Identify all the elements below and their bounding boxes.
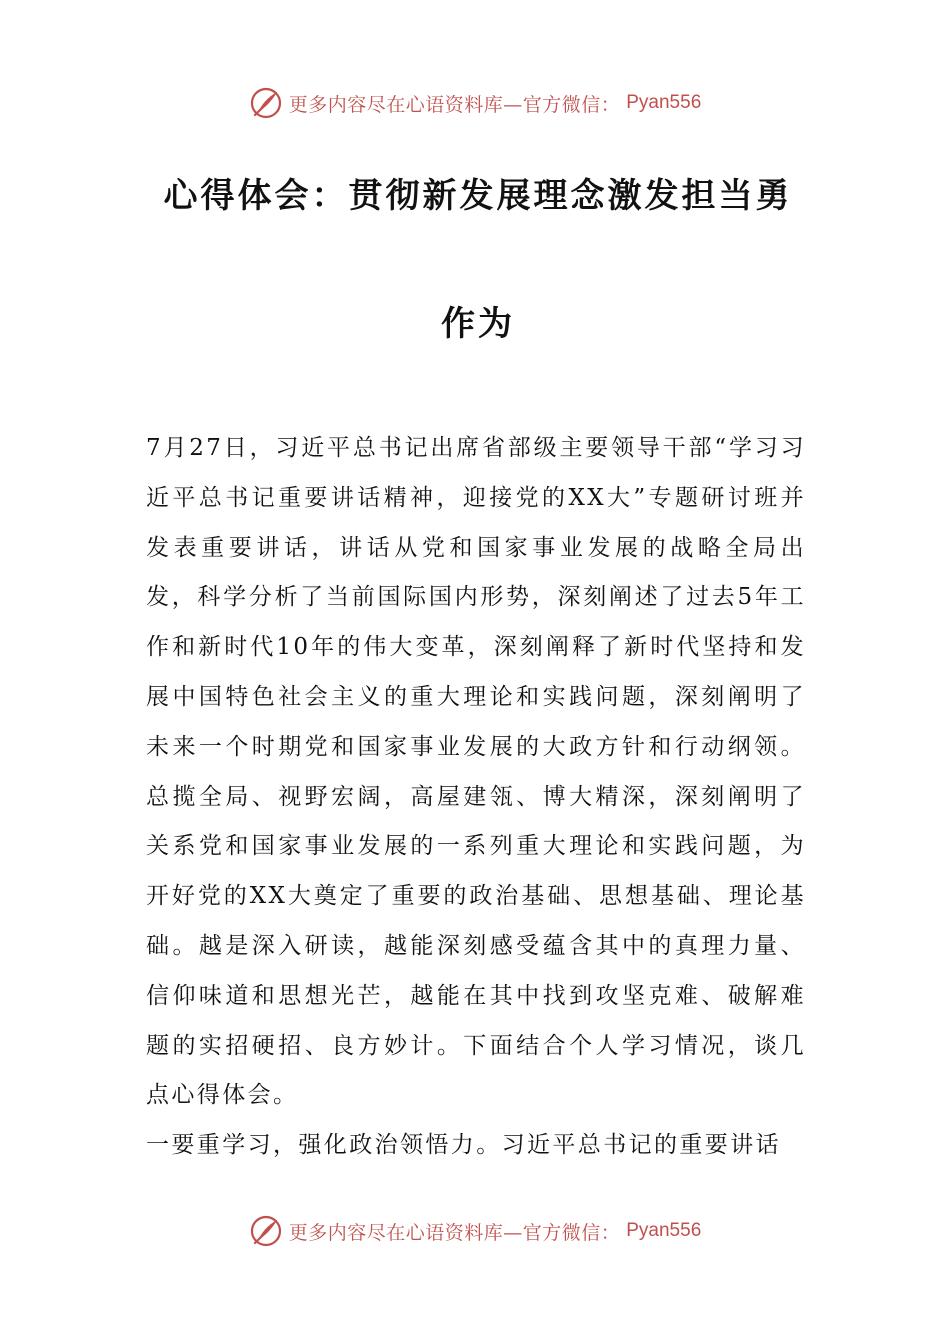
watermark-text: 更多内容尽在心语资料库—官方微信： xyxy=(288,1221,621,1244)
feather-pen-logo-icon xyxy=(249,86,283,120)
feather-pen-logo-icon xyxy=(249,1214,283,1248)
document-body xyxy=(146,424,806,1171)
watermark-account: Pyan556 xyxy=(626,92,702,113)
document-title: 心得体会：贯彻新发展理念激发担当勇作为 xyxy=(163,176,793,344)
watermark-account: Pyan556 xyxy=(626,1220,702,1241)
body-paragraph: 一要重学习，强化政治领悟力。习近平总书记的重要讲话 xyxy=(146,1132,781,1159)
header-watermark xyxy=(0,83,950,123)
body-paragraph: 7月27日，习近平总书记出席省部级主要领导干部“学习习近平总书记重要讲话精神，迎接党的XX大”专题研讨班并发表重要讲话，讲话从党和国家事业发展的战略全局出发，科学分析了当前国际国内形势，深刻阐述了过去5年工作和新时代10年的伟大变革，深刻阐释了新时代坚持和发展中国特色社会主义的重大理论和实践问题，深刻阐明了未来一个时期党和国家事业发展的大政方针和行动纲领。总揽全局、视野宏阔，高屋建瓴、博大精深，深刻阐明了关系党和国家事业发展的一系列重大理论和实践问题，为开好党的XX大奠定了重要的政治基础、思想基础、理论基础。越是深入研读，越能深刻感受蕴含其中的真理力量、信仰味道和思想光芒，越能在其中找到攻坚克难、破解难题的实招硬招、良方妙计。下面结合个人学习情况，谈几点心得体会。 xyxy=(146,435,806,1109)
footer-watermark xyxy=(0,1211,950,1251)
watermark-text: 更多内容尽在心语资料库—官方微信： xyxy=(288,93,621,116)
